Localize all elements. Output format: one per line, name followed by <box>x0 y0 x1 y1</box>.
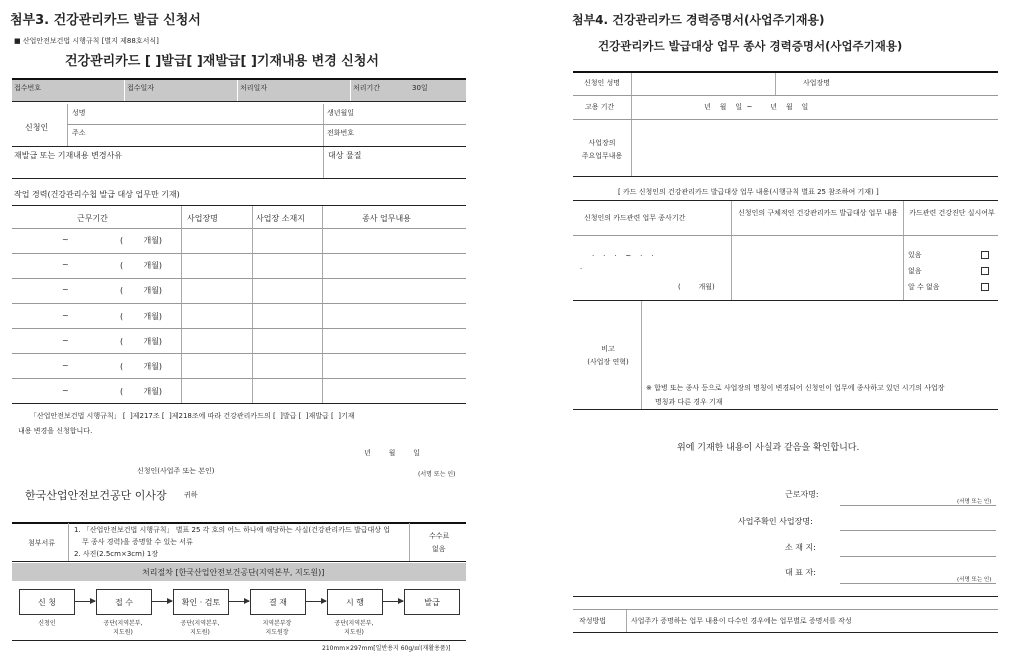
flow-actor: 공단(지역본부, 지도원) <box>103 620 143 636</box>
flow-arrow <box>74 601 95 602</box>
attachment-4-title: 첨부4. 건강관리카드 경력증명서(사업주기재용) <box>572 13 825 27</box>
attachment-item-1: 1. 「산업안전보건법 시행규칙」 별표 25 각 호의 어느 하나에 해당하는 사실(건강관리카드 발급대상 업 <box>74 526 390 534</box>
flow-arrow <box>382 601 403 602</box>
career-section-title: 작업 경력(건강관리수첩 발급 대상 업무만 기재) <box>14 190 180 199</box>
checkup-option-unknown: 알 수 없음 <box>908 283 940 291</box>
months-label: ( 개월) <box>120 261 163 270</box>
target-substance-label: 대상 물질 <box>328 151 362 160</box>
checkup-option-yes: 있음 <box>908 251 922 259</box>
application-statement-cont: 내용 변경을 신청합니다. <box>18 427 93 435</box>
period-separator: ~ <box>62 361 69 370</box>
period-months: ( 개월) <box>678 283 715 291</box>
flow-arrow <box>228 601 249 602</box>
flow-step-approve: 결 재 <box>250 589 306 615</box>
recipient-suffix: 귀하 <box>184 491 198 499</box>
flow-actor: 공단(지역본부, 지도원) <box>180 620 220 636</box>
fee-value: 없음 <box>432 545 446 553</box>
applicant-name-label: 신청인 성명 <box>584 79 621 87</box>
attach-docs-label: 첨부서류 <box>28 539 56 547</box>
birth-label: 생년월일 <box>327 109 355 117</box>
flow-step-execute: 시 행 <box>327 589 383 615</box>
flow-step-receive: 접 수 <box>96 589 152 615</box>
period-separator: ~ <box>62 386 69 395</box>
flow-step-issue: 발급 <box>404 589 460 615</box>
period-separator: ~ <box>62 311 69 320</box>
employment-period-line: 년 월 일 ~ 년 월 일 <box>704 103 809 111</box>
form-title: 건강관리카드 [ ]발급[ ]재발급[ ]기재내용 변경 신청서 <box>65 54 379 69</box>
period-separator: ~ <box>62 336 69 345</box>
fee-label: 수수료 <box>429 532 450 540</box>
main-business-label: 사업장의 주요업무내용 <box>581 139 623 160</box>
name-label: 성명 <box>72 109 86 117</box>
signer-company-label: 사업주확인 사업장명: <box>738 517 813 526</box>
applicant-signature-label: 신청인(사업주 또는 본인) <box>137 467 215 475</box>
employment-period-label: 고용 기간 <box>585 103 615 111</box>
remarks-note-cont: 명칭과 다른 경우 기재 <box>655 398 723 406</box>
signer-address-label: 소 재 지: <box>785 543 816 552</box>
application-statement: 「산업안전보건법 시행규칙」 [ ]제217조 [ ]제218조에 따라 건강관리카드의 [ ]발급 [ ]재발급 [ ]기재 <box>30 412 355 420</box>
target-duty-note: [ 카드 신청인의 건강관리카드 발급대상 업무 내용(시행규칙 별표 25 참조하여 기재) ] <box>618 188 879 196</box>
col-checkup-header: 카드관련 건강진단 실시여부 <box>909 209 995 217</box>
flow-arrow <box>305 601 326 602</box>
method-text: 사업주가 증명하는 업무 내용이 다수인 경우에는 업무별로 증명서를 작성 <box>631 617 852 625</box>
reissue-reason-label: 재발급 또는 기재내용 변경사유 <box>14 151 123 160</box>
attachment-3-title: 첨부3. 건강관리카드 발급 신청서 <box>10 13 201 28</box>
paper-size-note: 210mm×297mm[일반용지 60g/㎡(재활용품)] <box>322 645 451 652</box>
months-label: ( 개월) <box>120 337 163 346</box>
flow-step-apply: 신 청 <box>19 589 75 615</box>
applicant-label: 신청인 <box>25 123 49 132</box>
remarks-note: ※ 합병 또는 종사 등으로 사업장의 명칭이 변경되어 신청인이 업무에 종사하고 있던 시기의 사업장 <box>646 384 945 392</box>
signer-rep-sign: (서명 또는 인) <box>957 577 992 583</box>
method-label: 작성방법 <box>579 617 607 625</box>
checkbox-unknown[interactable] <box>981 283 989 291</box>
months-label: ( 개월) <box>120 362 163 371</box>
signer-worker-label: 근로자명: <box>785 490 819 499</box>
months-label: ( 개월) <box>120 236 163 245</box>
phone-label: 전화번호 <box>327 129 355 137</box>
period-separator: ~ <box>62 285 69 294</box>
receipt-header-bg <box>12 79 466 101</box>
months-label: ( 개월) <box>120 286 163 295</box>
months-label: ( 개월) <box>120 312 163 321</box>
confirmation-statement: 위에 기재한 내용이 사실과 같음을 확인합니다. <box>677 443 860 453</box>
form-reference: ■ 산업안전보건법 시행규칙 [별지 제88호서식] <box>14 37 159 45</box>
col-period-header: 신청인의 카드관련 업무 종사기간 <box>584 214 686 222</box>
period-separator: ~ <box>62 235 69 244</box>
period-separator: ~ <box>62 260 69 269</box>
receipt-date-label: 접수일자 <box>127 84 155 92</box>
process-days: 30일 <box>412 84 428 92</box>
period-dot: · <box>580 265 583 273</box>
career-header-company: 사업장명 <box>187 214 218 223</box>
flow-actor: 신청인 <box>38 620 56 627</box>
period-dots: · · · ~ · · <box>592 252 654 260</box>
remarks-label: 비고 (사업장 연혁) <box>587 345 629 366</box>
signer-rep-label: 대 표 자: <box>785 568 816 577</box>
certificate-title: 건강관리카드 발급대상 업무 종사 경력증명서(사업주기재용) <box>598 39 903 53</box>
checkup-option-no: 없음 <box>908 267 922 275</box>
signer-worker-sign: (서명 또는 인) <box>957 499 992 505</box>
application-date: 년 월 일 <box>364 449 420 457</box>
attachment-item-1-cont: 무 종사 경력)을 증명할 수 있는 서류 <box>82 538 193 546</box>
flow-actor: 지역본부장 지도원장 <box>262 620 292 636</box>
receipt-no-label: 접수번호 <box>14 84 42 92</box>
procedure-title: 처리절차 [한국산업안전보건공단(지역본부, 지도원)] <box>142 568 325 577</box>
process-date-label: 처리일자 <box>240 84 268 92</box>
col-content-header: 신청인의 구체적인 건강관리카드 발급대상 업무 내용 <box>738 209 898 217</box>
signature-note: (서명 또는 인) <box>418 471 456 478</box>
recipient: 한국산업안전보건공단 이사장 <box>25 489 167 502</box>
flow-step-review: 확인 · 검토 <box>173 589 229 615</box>
attachment-item-2: 2. 사진(2.5cm×3cm) 1장 <box>74 550 159 558</box>
checkbox-yes[interactable] <box>981 251 989 259</box>
career-header-period: 근무기간 <box>77 214 108 223</box>
months-label: ( 개월) <box>120 387 163 396</box>
address-label: 주소 <box>72 129 86 137</box>
career-header-location: 사업장 소재지 <box>256 214 305 223</box>
company-name-label: 사업장명 <box>803 79 831 87</box>
flow-actor: 공단(지역본부, 지도원) <box>334 620 374 636</box>
process-period-label: 처리기간 <box>353 84 381 92</box>
checkbox-no[interactable] <box>981 267 989 275</box>
career-header-duty: 종사 업무내용 <box>362 214 411 223</box>
flow-arrow <box>151 601 172 602</box>
